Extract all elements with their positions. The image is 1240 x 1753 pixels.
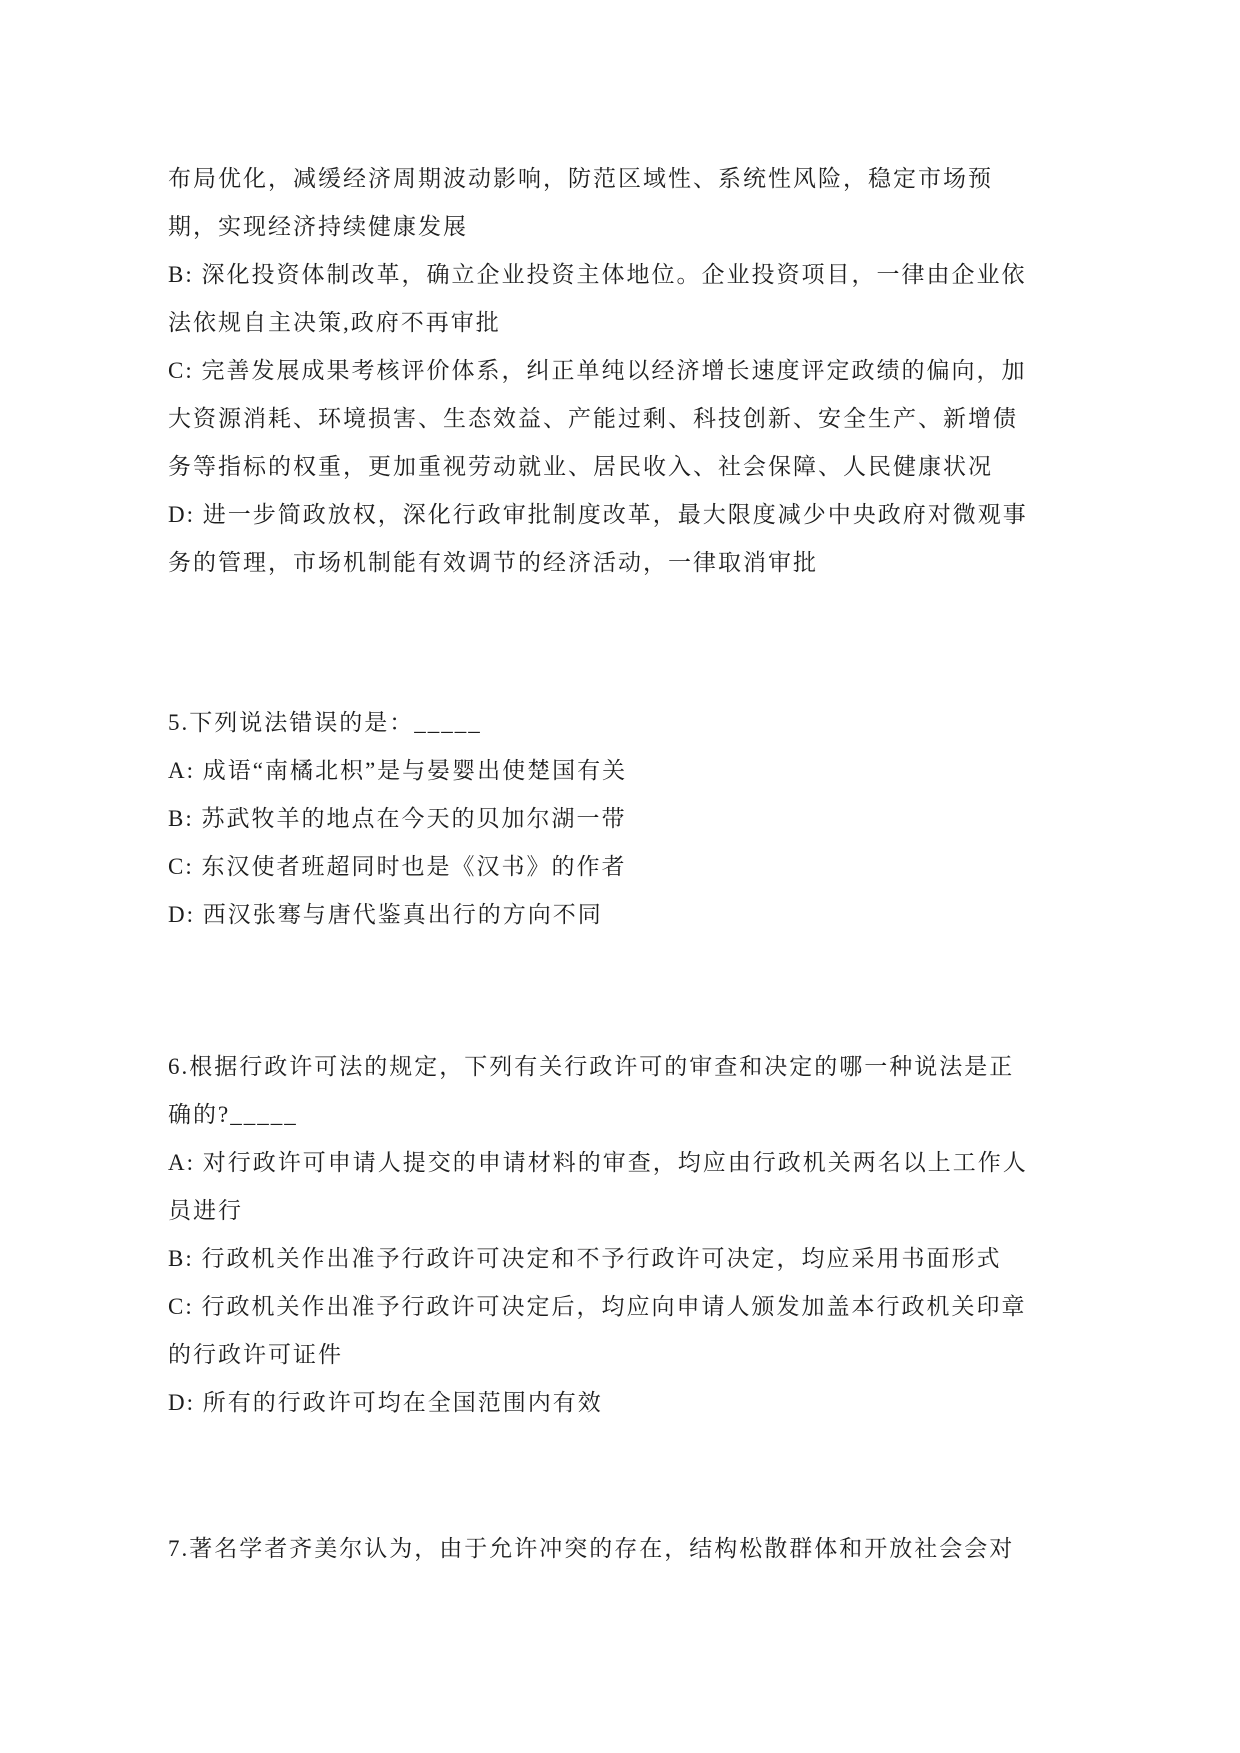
q4-option-a-continuation-line-2: 期，实现经济持续健康发展: [168, 214, 468, 239]
question-4-options-block: [168, 155, 1168, 587]
q6-option-a-continuation: 员进行: [168, 1198, 243, 1223]
q6-option-b: B: 行政机关作出准予行政许可决定和不予行政许可决定，均应采用书面形式: [168, 1246, 1002, 1271]
q4-option-c-continuation-1: 大资源消耗、环境损害、生态效益、产能过剩、科技创新、安全生产、新增债: [168, 406, 1018, 431]
q4-option-b-continuation: 法依规自主决策,政府不再审批: [168, 310, 501, 335]
q6-option-c: C: 行政机关作出准予行政许可决定后，均应向申请人颁发加盖本行政机关印章: [168, 1294, 1027, 1319]
q4-option-b: B: 深化投资体制改革，确立企业投资主体地位。企业投资项目，一律由企业依: [168, 262, 1027, 287]
question-5-block: [168, 699, 1168, 939]
q4-option-c: C: 完善发展成果考核评价体系，纠正单纯以经济增长速度评定政绩的偏向，加: [168, 358, 1027, 383]
q6-option-d: D: 所有的行政许可均在全国范围内有效: [168, 1390, 603, 1415]
q7-stem-line-1: 7.著名学者齐美尔认为，由于允许冲突的存在，结构松散群体和开放社会会对: [168, 1536, 1015, 1561]
q5-option-a: A: 成语“南橘北枳”是与晏婴出使楚国有关: [168, 758, 628, 783]
document-content: [168, 155, 1168, 1573]
q4-option-a-continuation-line-1: 布局优化，减缓经济周期波动影响，防范区域性、系统性风险，稳定市场预: [168, 166, 993, 191]
q6-option-a: A: 对行政许可申请人提交的申请材料的审查，均应由行政机关两名以上工作人: [168, 1150, 1028, 1175]
q6-option-c-continuation: 的行政许可证件: [168, 1342, 343, 1367]
question-7-block: [168, 1525, 1168, 1573]
q4-option-d-continuation: 务的管理，市场机制能有效调节的经济活动，一律取消审批: [168, 550, 818, 575]
question-6-block: [168, 1043, 1168, 1427]
q5-option-c: C: 东汉使者班超同时也是《汉书》的作者: [168, 854, 627, 879]
q4-option-d: D: 进一步简政放权，深化行政审批制度改革，最大限度减少中央政府对微观事: [168, 502, 1028, 527]
q5-option-b: B: 苏武牧羊的地点在今天的贝加尔湖一带: [168, 806, 627, 831]
q4-option-c-continuation-2: 务等指标的权重，更加重视劳动就业、居民收入、社会保障、人民健康状况: [168, 454, 993, 479]
q6-stem-line-1: 6.根据行政许可法的规定，下列有关行政许可的审查和决定的哪一种说法是正: [168, 1054, 1015, 1079]
q6-stem-line-2: 确的?_____: [168, 1102, 298, 1127]
q5-option-d: D: 西汉张骞与唐代鉴真出行的方向不同: [168, 902, 603, 927]
q5-stem: 5.下列说法错误的是：_____: [168, 710, 482, 735]
